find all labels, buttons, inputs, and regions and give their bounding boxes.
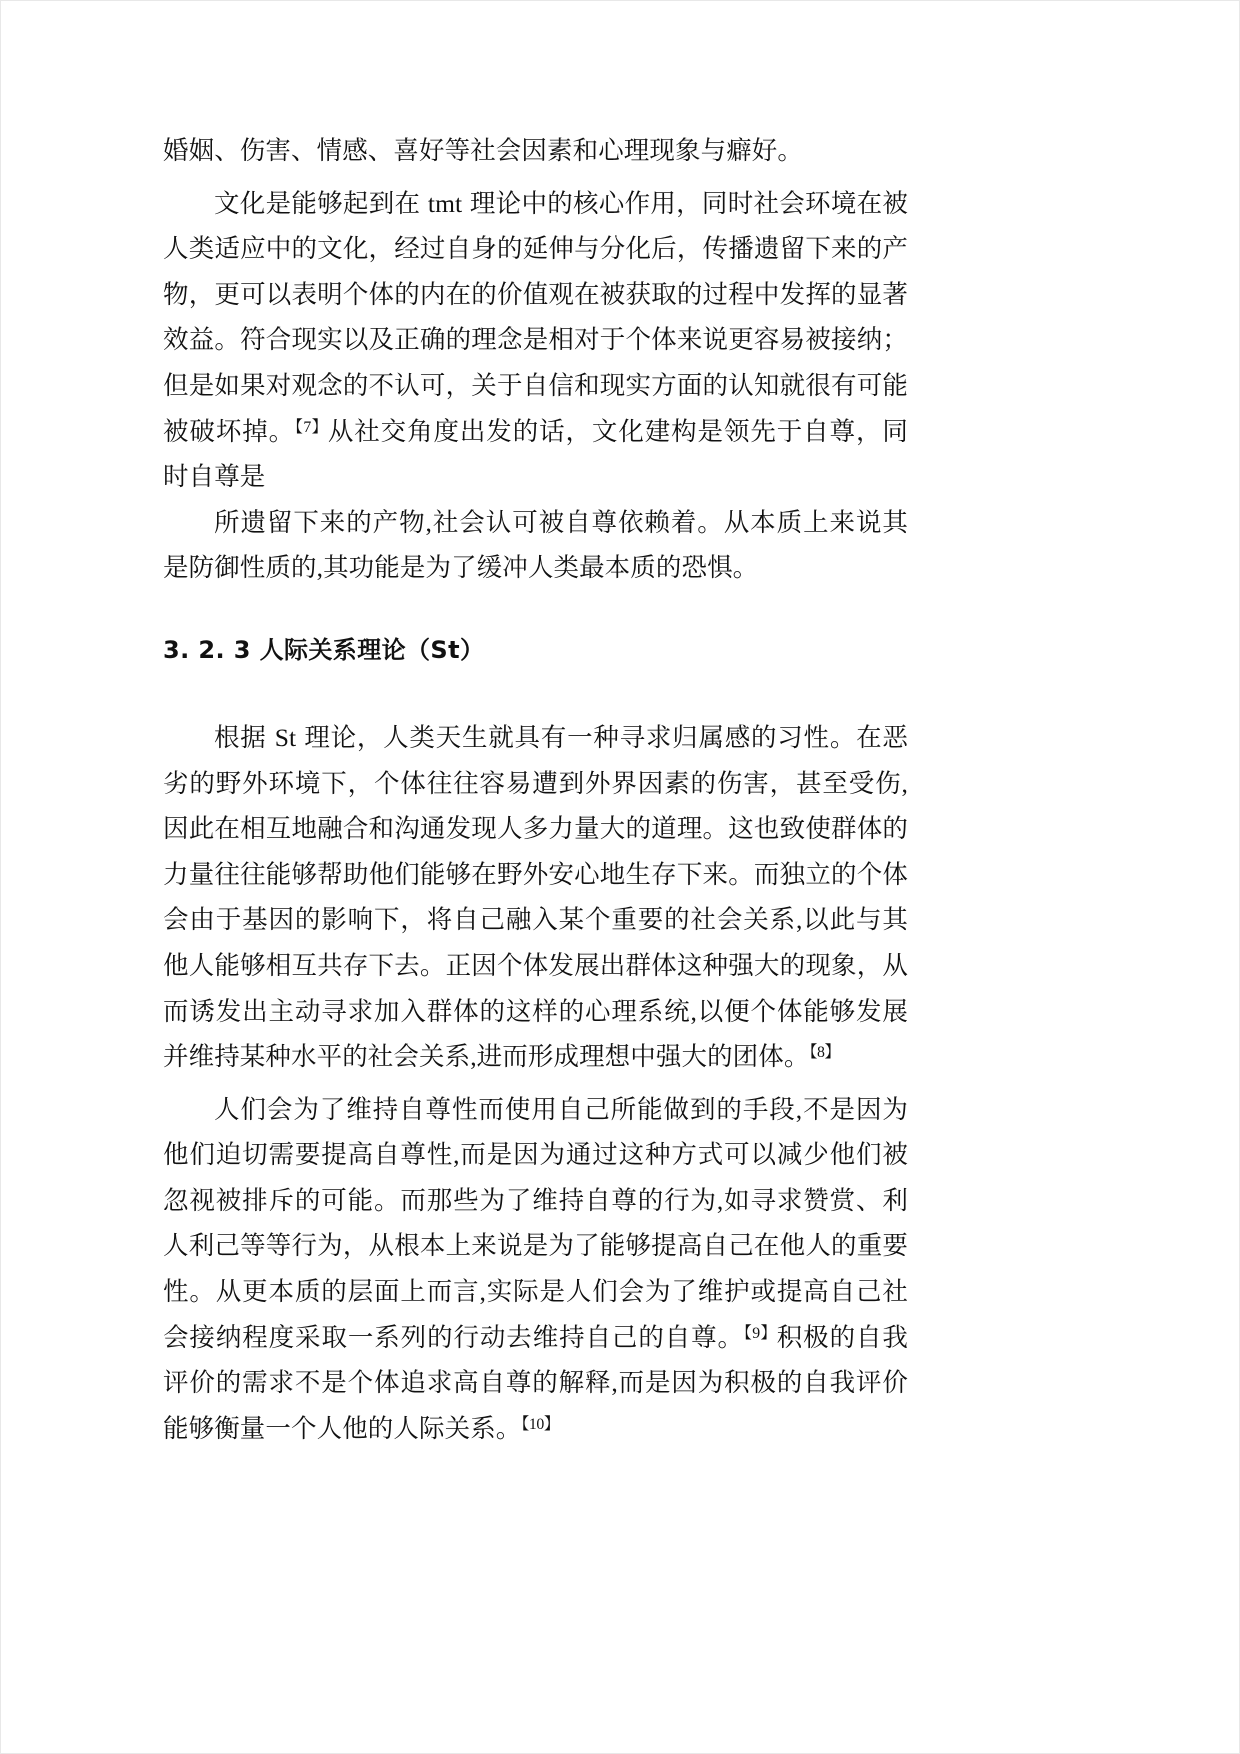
text-run: 文化是能够起到在 [214,188,427,218]
page-content-column [163,128,908,1451]
term-tmt: tmt [427,188,463,218]
paragraph-continuation: 婚姻、伤害、情感、喜好等社会因素和心理现象与癖好。 [163,136,804,165]
citation-marker-8: 【8】 [809,1043,840,1061]
paragraph-spacer [163,1080,908,1087]
text-run: 积极的自我评价的需求不是个体追求高自尊的解释,而是因为积极的自我评价能够衡量一个人他的人际关系。 [163,1322,908,1443]
text-run: 理论，人类天生就具有一种寻求归属感的习性。在恶劣的野外环境下，个体往往容易遭到外界因素的伤害，甚至受伤,因此在相互地融合和沟通发现人多力量大的道理。这也致使群体的力量往往能够帮助他们能够在野外安心地生存下来。而独立的个体会由于基因的影响下，将自己融入某个重要的社会关系,以此与其他人能够相互共存下去。正因个体发展出群体这种强大的现象，从而诱发出主动寻求加入群体的这样的心理系统,以便个体能够发展并维持某种水平的社会关系,进而形成理想中强大的团体。 [163,722,908,1072]
paragraph-self-esteem-defense: 所遗留下来的产物,社会认可被自尊依赖着。从本质上来说其是防御性质的,其功能是为了缓冲人类最本质的恐惧。 [163,507,908,583]
paragraph-culture-tmt [163,181,908,500]
paragraph-self-esteem-maintenance [163,1087,908,1452]
paragraph-st-theory [163,715,908,1080]
paragraph-spacer [163,174,908,181]
text-run: 人们会为了维持自尊性而使用自己所能做到的手段,不是因为他们迫切需要提高自尊性,而是因为通过这种方式可以减少他们被忽视被排斥的可能。而那些为了维持自尊的行为,如寻求赞赏、利人利己等等行为，从根本上来说是为了能够提高自己在他人的重要性。从更本质的层面上而言,实际是人们会为了维护或提高自己社会接纳程度采取一系列的行动去维持自己的自尊。 [163,1094,908,1352]
term-st: St [274,722,297,752]
citation-marker-10: 【10】 [521,1415,560,1433]
heading-top-spacer [163,591,908,633]
text-run: 从社交角度出发的话，文化建构是领先于自尊，同时自尊是 [163,416,908,492]
citation-marker-7: 【7】 [295,418,328,436]
citation-marker-9: 【9】 [743,1324,777,1342]
text-run: 理论中的核心作用，同时社会环境在被人类适应中的文化，经过自身的延伸与分化后，传播遗留下来的产物，更可以表明个体的内在的价值观在被获取的过程中发挥的显著效益。符合现实以及正确的理念是相对于个体来说更容易被接纳；但是如果对观念的不认可，关于自信和现实方面的认知就很有可能被破坏掉。 [163,188,908,446]
section-heading-3-2-3: 3. 2. 3 人际关系理论（St） [163,635,485,664]
heading-bottom-spacer [163,667,908,715]
text-run: 根据 [214,722,274,752]
